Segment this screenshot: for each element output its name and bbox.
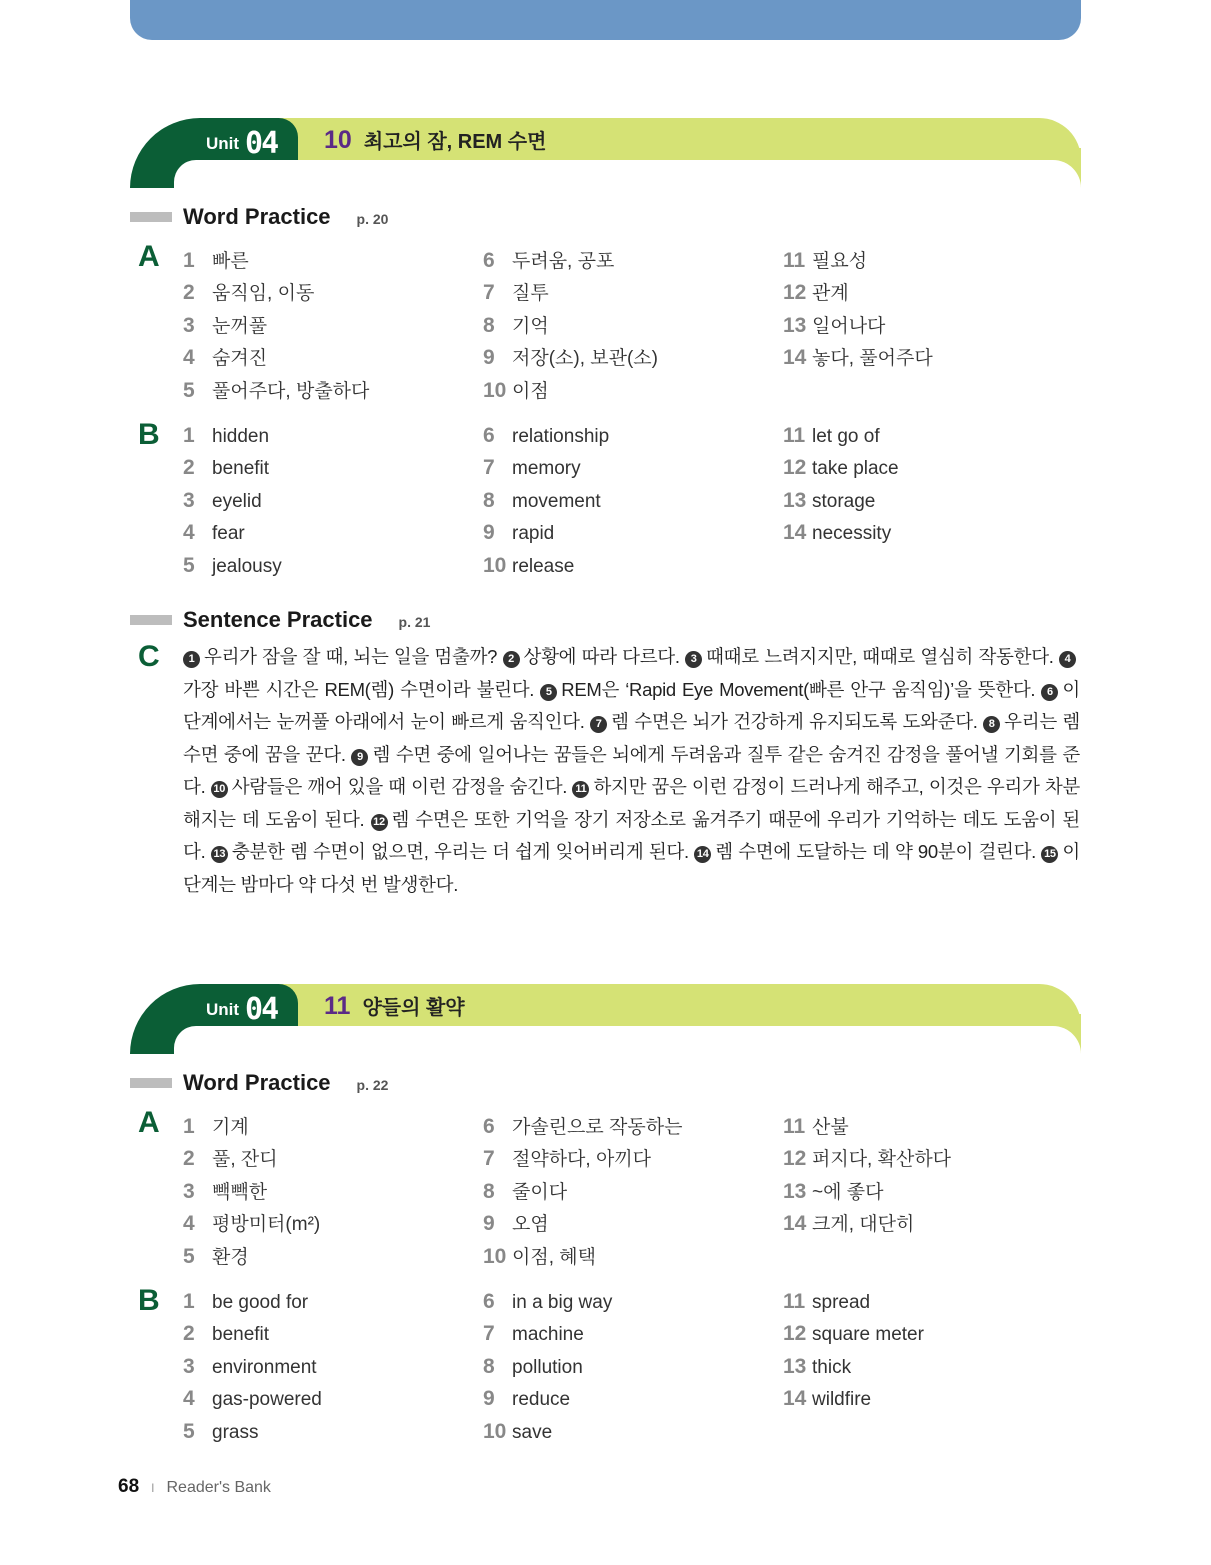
item-answer: 줄이다 [512, 1181, 568, 1203]
item-number: 13 [783, 1179, 807, 1203]
item-answer: 가솔린으로 작동하는 [512, 1117, 683, 1138]
sentence-number: 14 [694, 846, 711, 863]
section-page: p. 22 [356, 1077, 389, 1093]
item-answer: release [512, 555, 575, 577]
item-answer: 이점, 혜택 [512, 1246, 596, 1268]
unit-word: Unit [206, 999, 240, 1019]
item-number: 6 [483, 249, 495, 272]
answer-item [783, 1209, 951, 1241]
item-number: 9 [483, 1387, 495, 1411]
answer-column [483, 246, 658, 408]
item-number: 2 [183, 1322, 195, 1346]
item-answer: ~에 좋다 [812, 1181, 884, 1203]
item-number: 6 [483, 1115, 495, 1138]
answer-item [183, 376, 369, 408]
item-number: 12 [783, 456, 807, 480]
answer-column [483, 1112, 682, 1274]
item-number: 13 [783, 488, 807, 512]
item-number: 11 [783, 1115, 806, 1138]
sentence-text: 렘 수면 중에 일어나는 꿈들은 뇌에게 두려움과 질투 같은 숨겨진 감정을 풀어낼 기회를 준다. [183, 743, 1080, 797]
word-practice-heading [130, 1070, 388, 1096]
answer-item [783, 1322, 924, 1354]
item-answer: benefit [212, 458, 270, 480]
item-answer: fear [212, 523, 245, 545]
item-answer: machine [512, 1324, 584, 1346]
item-answer: 움직임, 이동 [212, 283, 315, 305]
lesson-name: 최고의 잠, REM 수면 [363, 131, 547, 153]
word-practice-heading [130, 204, 388, 230]
sentence-number: 11 [572, 781, 589, 798]
unit-label [206, 126, 277, 161]
answer-item [783, 246, 933, 278]
unit-number: 04 [245, 126, 278, 161]
sentence [694, 841, 1036, 862]
lesson-number: 11 [324, 992, 351, 1020]
sentence [590, 711, 977, 732]
item-number: 5 [183, 1244, 195, 1268]
item-answer: 풀어주다, 방출하다 [212, 380, 370, 402]
item-answer: let go of [812, 426, 880, 447]
item-answer: 저장(소), 보관(소) [512, 348, 658, 370]
unit-header [130, 118, 1081, 188]
item-answer: reduce [512, 1389, 571, 1411]
answer-item [483, 1112, 682, 1144]
answer-item [783, 343, 933, 375]
exercise-letter: B [138, 418, 160, 451]
item-number: 9 [483, 346, 495, 370]
answer-item [783, 521, 899, 553]
sentence [211, 776, 567, 797]
answer-item [183, 343, 369, 375]
item-answer: save [512, 1421, 553, 1443]
answer-item [783, 424, 899, 456]
sentence-number: 13 [211, 846, 228, 863]
item-answer: square meter [812, 1324, 924, 1346]
item-answer: spread [812, 1292, 871, 1313]
item-number: 14 [783, 521, 807, 545]
section-title: Word Practice [183, 1070, 331, 1095]
answer-column [483, 1290, 612, 1452]
item-answer: 이점 [512, 380, 549, 402]
answer-item [483, 1209, 682, 1241]
item-answer: 기계 [212, 1117, 249, 1138]
exercise-letter: A [138, 1106, 160, 1139]
answer-item [483, 489, 609, 521]
sentence-text: 렘 수면에 도달하는 데 약 90분이 걸린다. [715, 841, 1037, 862]
item-answer: 빽빽한 [212, 1181, 268, 1203]
answer-item [783, 1112, 951, 1144]
answer-item [183, 1322, 322, 1354]
item-number: 12 [783, 1322, 807, 1346]
item-number: 1 [183, 424, 195, 447]
answer-item [483, 246, 658, 278]
answer-item [483, 1242, 682, 1274]
answer-item [183, 456, 282, 488]
item-number: 14 [783, 1387, 807, 1411]
item-number: 10 [483, 378, 507, 402]
item-answer: 질투 [512, 283, 549, 305]
answer-item [483, 1322, 612, 1354]
item-answer: memory [512, 458, 581, 480]
answer-item [783, 1290, 924, 1322]
section-page: p. 21 [398, 614, 431, 630]
item-answer: relationship [512, 426, 610, 447]
answer-item [783, 1355, 924, 1387]
item-number: 13 [783, 1354, 807, 1378]
item-number: 1 [183, 1290, 195, 1313]
item-number: 2 [183, 281, 195, 305]
item-answer: 두려움, 공포 [512, 251, 615, 272]
item-number: 14 [783, 1212, 807, 1236]
item-answer: pollution [512, 1356, 583, 1378]
answer-column [183, 1112, 320, 1274]
item-number: 11 [783, 1290, 806, 1313]
item-answer: 환경 [212, 1246, 249, 1268]
footer-separator: I [151, 1481, 155, 1495]
sentence-number: 2 [503, 651, 520, 668]
sentence-number: 5 [540, 684, 557, 701]
item-answer: 숨겨진 [212, 348, 268, 370]
answer-column [183, 246, 369, 408]
answer-item [783, 1177, 951, 1209]
answer-item [183, 246, 369, 278]
item-number: 1 [183, 249, 195, 272]
sentence-text: 가장 바쁜 시간은 REM(렘) 수면이라 불린다. [183, 678, 535, 700]
answer-item [183, 1290, 322, 1322]
exercise-letter: C [138, 640, 160, 673]
answer-item [183, 1209, 320, 1241]
item-number: 13 [783, 313, 807, 337]
item-number: 7 [483, 1322, 495, 1346]
badge-cutout [174, 1026, 304, 1054]
item-number: 6 [483, 1290, 495, 1313]
answer-item [183, 1387, 322, 1419]
item-number: 9 [483, 521, 495, 545]
item-answer: movement [512, 490, 601, 512]
item-number: 6 [483, 424, 495, 447]
answer-item [183, 1242, 320, 1274]
sentence [685, 646, 1054, 667]
answer-item [483, 1420, 612, 1452]
answer-item [183, 554, 282, 586]
item-answer: 필요성 [812, 251, 868, 272]
item-number: 7 [483, 281, 495, 305]
answer-item [183, 1112, 320, 1144]
answer-item [783, 311, 933, 343]
answer-item [483, 376, 658, 408]
item-answer: wildfire [812, 1389, 872, 1411]
answer-item [483, 554, 609, 586]
answer-item [183, 1144, 320, 1176]
answer-column [783, 246, 933, 376]
answer-item [783, 1387, 924, 1419]
item-answer: benefit [212, 1324, 270, 1346]
page-number: 68 [118, 1476, 140, 1497]
item-answer: be good for [212, 1292, 309, 1313]
answer-item [183, 278, 369, 310]
answer-column [183, 1290, 322, 1452]
item-number: 5 [183, 1419, 195, 1443]
item-answer: 크게, 대단히 [812, 1214, 915, 1236]
unit-number: 04 [245, 992, 278, 1027]
section-title: Word Practice [183, 204, 331, 229]
sentence-text: 사람들은 깨어 있을 때 이런 감정을 숨긴다. [231, 776, 568, 797]
item-answer: eyelid [212, 490, 262, 512]
answer-column [483, 424, 609, 586]
lesson-number: 10 [324, 126, 352, 154]
item-number: 2 [183, 1147, 195, 1171]
item-number: 3 [183, 488, 195, 512]
answer-item [483, 1290, 612, 1322]
item-number: 4 [183, 346, 195, 370]
item-answer: hidden [212, 426, 270, 447]
footer [118, 1476, 271, 1498]
sentence [503, 646, 680, 667]
answer-column [783, 424, 899, 554]
sentence [211, 841, 689, 862]
item-number: 8 [483, 1179, 495, 1203]
answer-item [183, 1420, 322, 1452]
item-number: 8 [483, 313, 495, 337]
item-number: 8 [483, 1354, 495, 1378]
section-marker [130, 615, 172, 625]
answer-item [483, 278, 658, 310]
answer-column [783, 1290, 924, 1420]
item-answer: 관계 [812, 283, 849, 305]
answer-item [483, 311, 658, 343]
answer-item [483, 343, 658, 375]
item-answer: 산불 [812, 1117, 849, 1138]
sentence-text: 렘 수면은 또한 기억을 장기 저장소로 옮겨주기 때문에 우리가 기억하는 데도 도움이 된다. [183, 808, 1081, 862]
answer-item [183, 311, 369, 343]
item-number: 8 [483, 488, 495, 512]
item-number: 5 [183, 378, 195, 402]
item-answer: 눈꺼풀 [212, 315, 268, 337]
answer-item [183, 1355, 322, 1387]
item-answer: take place [812, 458, 899, 480]
answer-item [483, 1387, 612, 1419]
sentence-number: 10 [211, 781, 228, 798]
band-cutout [174, 160, 1081, 188]
exercise-letter: A [138, 240, 160, 273]
item-number: 3 [183, 313, 195, 337]
answer-column [183, 424, 282, 586]
item-answer: 퍼지다, 확산하다 [812, 1149, 952, 1171]
answer-item [183, 424, 282, 456]
item-number: 10 [483, 1244, 507, 1268]
answer-item [783, 489, 899, 521]
answer-item [183, 521, 282, 553]
sentence-text: 우리는 렘 수면 중에 꿈을 꾼다. [183, 711, 1081, 765]
lesson-title [324, 991, 465, 1021]
sentence [540, 679, 1035, 700]
badge-cutout [174, 160, 304, 188]
item-answer: 빠른 [212, 251, 249, 272]
item-answer: environment [212, 1356, 317, 1378]
answer-item [483, 521, 609, 553]
item-number: 5 [183, 553, 195, 577]
sentence-text: 충분한 렘 수면이 없으면, 우리는 더 쉽게 잊어버리게 된다. [231, 841, 689, 862]
sentence-number: 8 [983, 716, 1000, 733]
answer-item [783, 278, 933, 310]
book-title: Reader's Bank [166, 1479, 271, 1496]
answer-item [183, 489, 282, 521]
item-number: 4 [183, 521, 195, 545]
sentence-text: 렘 수면은 뇌가 건강하게 유지되도록 도와준다. [611, 711, 978, 732]
sentence-number: 4 [1059, 651, 1076, 668]
item-answer: rapid [512, 523, 555, 545]
answer-item [483, 1144, 682, 1176]
answer-item [183, 1177, 320, 1209]
band-cutout [174, 1026, 1081, 1054]
section-page: p. 20 [356, 211, 389, 227]
item-number: 7 [483, 1147, 495, 1171]
item-number: 11 [783, 424, 806, 447]
item-answer: grass [212, 1421, 259, 1443]
item-answer: gas-powered [212, 1389, 322, 1411]
item-number: 1 [183, 1115, 195, 1138]
item-number: 3 [183, 1179, 195, 1203]
section-marker [130, 212, 172, 222]
lesson-name: 양들의 활약 [362, 997, 465, 1019]
item-number: 7 [483, 456, 495, 480]
sentence-text: 때때로 느려지지만, 때때로 열심히 작동한다. [706, 646, 1054, 667]
sentence-number: 12 [371, 814, 388, 831]
sentence-number: 3 [685, 651, 702, 668]
unit-header [130, 984, 1081, 1054]
sentence-text: 우리가 잠을 잘 때, 뇌는 일을 멈출까? [204, 646, 498, 667]
unit-word: Unit [206, 133, 240, 153]
answer-item [483, 1355, 612, 1387]
exercise-letter: B [138, 1284, 160, 1317]
item-number: 9 [483, 1212, 495, 1236]
sentence-text: 하지만 꿈은 이런 감정이 드러나게 해주고, 이것은 우리가 차분해지는 데 도움이 된다. [183, 776, 1081, 830]
item-number: 2 [183, 456, 195, 480]
item-answer: 일어나다 [812, 315, 886, 337]
item-answer: 풀, 잔디 [212, 1149, 278, 1171]
item-number: 3 [183, 1354, 195, 1378]
sentence-text: 상황에 따라 다르다. [523, 646, 680, 667]
item-answer: 오염 [512, 1214, 549, 1236]
sentence-number: 9 [351, 749, 368, 766]
item-number: 10 [483, 1419, 507, 1443]
item-answer: storage [812, 490, 876, 512]
sentence-number: 6 [1041, 684, 1058, 701]
sentence-number: 1 [183, 651, 200, 668]
answer-item [483, 456, 609, 488]
answer-item [483, 1177, 682, 1209]
sentence-number: 7 [590, 716, 607, 733]
lesson-title [324, 125, 546, 155]
item-answer: 기억 [512, 315, 549, 337]
sentence [183, 646, 497, 667]
sentence-number: 15 [1041, 846, 1058, 863]
top-banner [130, 0, 1081, 40]
answer-item [783, 456, 899, 488]
item-answer: 놓다, 풀어주다 [812, 348, 933, 370]
item-number: 11 [783, 249, 806, 272]
section-marker [130, 1078, 172, 1088]
item-answer: thick [812, 1356, 852, 1378]
sentence-text: REM은 ‘Rapid Eye Movement(빠른 안구 움직임)’을 뜻한다. [561, 678, 1036, 700]
item-answer: jealousy [212, 555, 282, 577]
sentence-practice-heading [130, 607, 430, 633]
answer-column [783, 1112, 951, 1242]
item-number: 12 [783, 1147, 807, 1171]
item-answer: 평방미터(m²) [212, 1214, 321, 1236]
item-answer: necessity [812, 523, 892, 545]
item-answer: 절약하다, 아끼다 [512, 1149, 652, 1171]
sentence-text: 이 단계에서는 눈꺼풀 아래에서 눈이 빠르게 움직인다. [183, 678, 1080, 732]
item-answer: in a big way [512, 1292, 613, 1313]
sentence-answers [183, 641, 1080, 901]
item-number: 4 [183, 1212, 195, 1236]
section-title: Sentence Practice [183, 607, 373, 632]
sentence-text: 이 단계는 밤마다 약 다섯 번 발생한다. [183, 841, 1080, 895]
item-number: 4 [183, 1387, 195, 1411]
unit-label [206, 992, 277, 1027]
item-number: 10 [483, 553, 507, 577]
item-number: 12 [783, 281, 807, 305]
answer-item [483, 424, 609, 456]
item-number: 14 [783, 346, 807, 370]
answer-item [783, 1144, 951, 1176]
